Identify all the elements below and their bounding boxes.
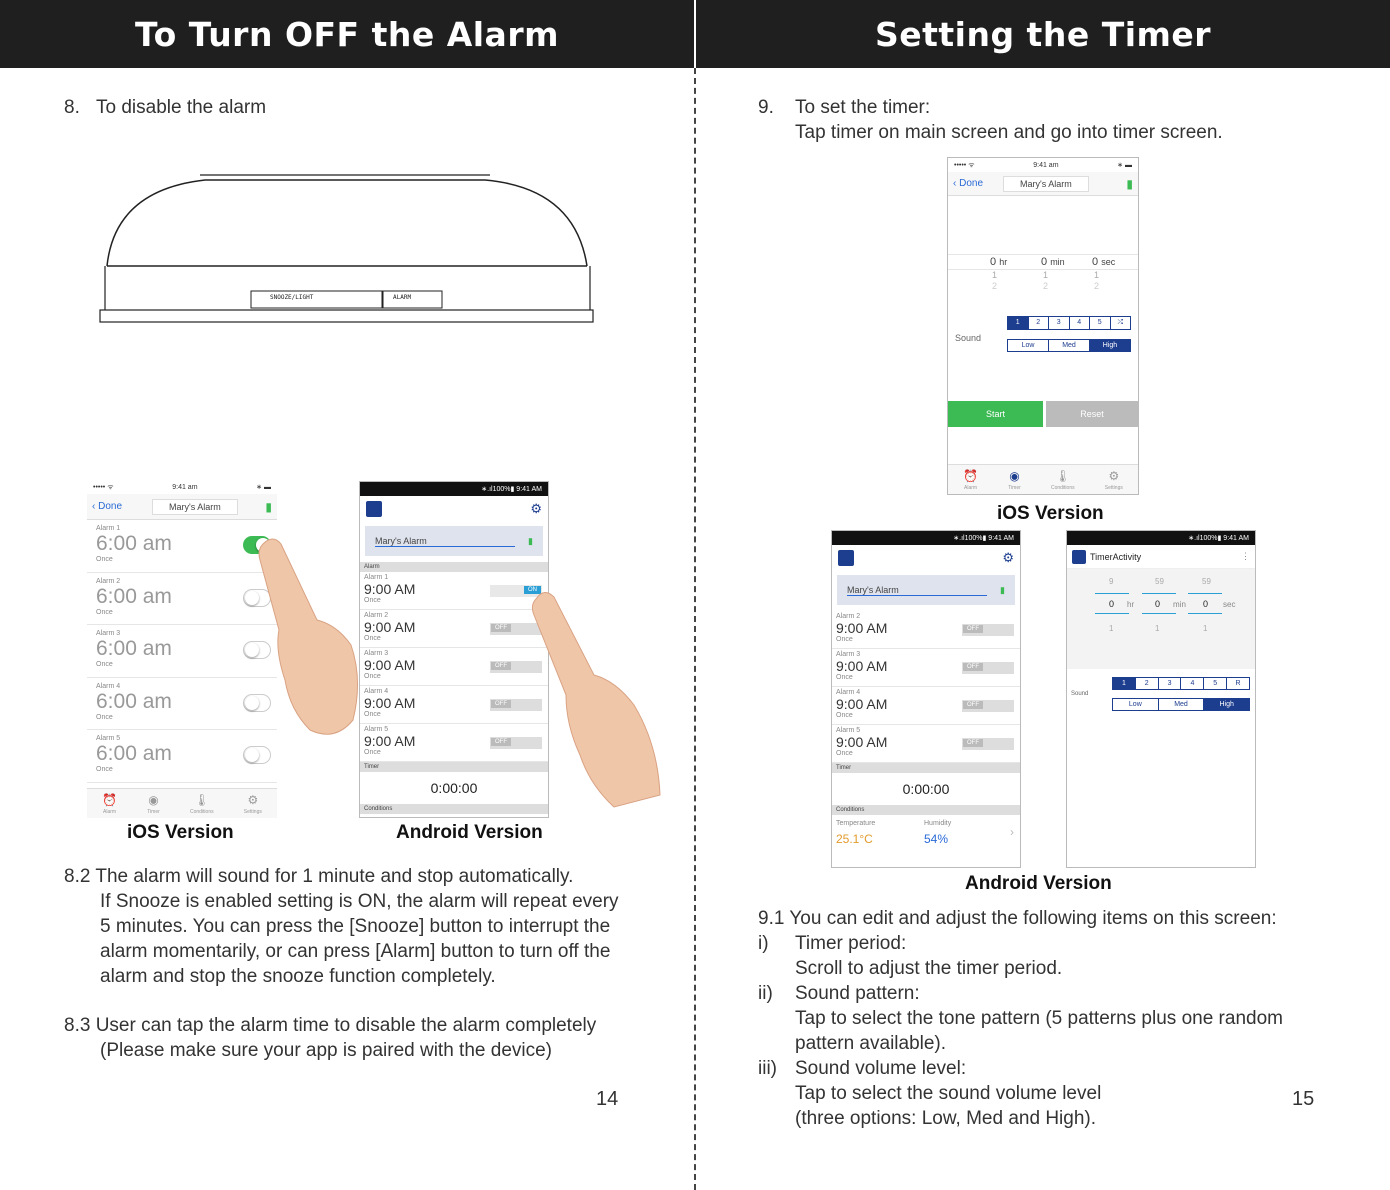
alarm-switch-state: OFF (491, 662, 511, 670)
alarm-label: Alarm 2 (836, 613, 861, 620)
device-title: Mary's Alarm (847, 585, 987, 596)
alarm-row[interactable] (360, 724, 548, 762)
segment-option[interactable]: Low (1008, 340, 1049, 351)
segment-option[interactable]: 5 (1090, 317, 1111, 329)
alarm-label: Alarm 1 (364, 574, 389, 581)
android-status-bar: ∗.ıl100%▮ 9:41 AM (360, 482, 548, 496)
paragraph-line: alarm and stop the snooze function completely. (100, 966, 496, 987)
timer-icon: ◉ (1009, 468, 1020, 483)
alarm-repeat: Once (836, 712, 853, 719)
hours-value: 0 (1109, 599, 1115, 609)
alarm-label: Alarm 2 (364, 612, 389, 619)
alarm-time[interactable]: 9:00 AM (364, 657, 416, 673)
sound-label: Sound (955, 333, 982, 343)
android-main-screenshot (831, 530, 1021, 868)
app-logo-icon (838, 550, 854, 566)
section-conditions: Conditions (360, 804, 548, 814)
item-description: Scroll to adjust the timer period. (795, 958, 1063, 979)
timer-value: 0:00:00 (430, 780, 478, 796)
alarm-switch-state: OFF (963, 701, 983, 709)
alarm-repeat: Once (364, 673, 381, 680)
item-description: pattern available). (795, 1033, 947, 1054)
alarm-label: Alarm 4 (96, 682, 121, 690)
alarm-repeat: Once (364, 597, 381, 604)
tab-timer[interactable]: ◉ Timer (1008, 468, 1021, 491)
tab-timer[interactable]: ◉ Timer (147, 792, 160, 815)
segment-option[interactable]: 1 (1008, 317, 1029, 329)
segment-option[interactable]: Med (1159, 699, 1205, 710)
segment-option[interactable]: 3 (1159, 678, 1182, 689)
alarm-switch-state: OFF (963, 739, 983, 747)
hours-value: 0 (990, 256, 997, 268)
pointing-hand-ios (255, 530, 365, 745)
alarm-row[interactable] (360, 648, 548, 686)
pointing-hand-android (530, 585, 670, 810)
settings-gear-icon[interactable]: ⚙ (1002, 550, 1014, 565)
alarm-repeat: Once (96, 766, 113, 773)
header-turn-off-alarm: To Turn OFF the Alarm (0, 0, 694, 68)
section-timer: Timer (832, 763, 1020, 773)
segment-option[interactable]: High (1204, 699, 1249, 710)
gear-icon: ⚙ (1108, 468, 1120, 483)
item-title: Sound pattern: (795, 983, 920, 1004)
page-divider (694, 68, 696, 1190)
alarm-switch[interactable] (962, 624, 1014, 636)
battery-icon: ▮ (1000, 584, 1005, 595)
status-time: 9:41 am (1033, 161, 1059, 169)
page-number-14: 14 (596, 1088, 619, 1110)
device-title: Mary's Alarm (375, 536, 515, 547)
ios-alarm-screenshot (87, 480, 277, 818)
alarm-label: Alarm 3 (364, 650, 389, 657)
ios-timer-screenshot: ••••• ᯤ 9:41 am ∗ ▬ ‹ Done Mary's Alarm ▮ 0 hr 0 min 0 sec 1 1 1 2 2 2 Sound 1 2 3 4 5 ⤮ Low Med High Start Reset ⏰ Alarm ◉ Timer 🌡 Conditions ⚙ Settings (947, 157, 1139, 495)
alarm-time[interactable]: 9:00 AM (836, 696, 888, 712)
alarm-label: Alarm 3 (836, 651, 861, 658)
alarm-repeat: Once (836, 750, 853, 757)
alarm-switch-state: OFF (491, 738, 511, 746)
alarm-row[interactable] (360, 572, 548, 610)
alarm-label: Alarm 2 (96, 577, 121, 585)
alarm-label: Alarm 5 (836, 727, 861, 734)
android-timer-screenshot (1066, 530, 1256, 868)
alarm-time[interactable]: 9:00 AM (836, 734, 888, 750)
alarm-row[interactable] (832, 725, 1020, 763)
thermometer-icon: 🌡 (1055, 468, 1071, 483)
temperature-value: 25.1°C (836, 832, 873, 846)
alarm-switch[interactable] (962, 662, 1014, 674)
snooze-light-button: SNOOZE/LIGHT (270, 294, 314, 301)
sound-label: Sound (1071, 691, 1089, 697)
android-alarm-screenshot (359, 481, 549, 818)
alarm-time[interactable]: 9:00 AM (364, 695, 416, 711)
tab-settings[interactable]: ⚙ Settings (1104, 468, 1123, 491)
android-version-caption: Android Version (396, 822, 543, 843)
item-number: i) (758, 933, 769, 954)
alarm-label: Alarm 1 (96, 525, 121, 532)
item-title: Timer period: (795, 933, 907, 954)
segment-option[interactable]: 5 (1204, 678, 1227, 689)
alarm-repeat: Once (364, 635, 381, 642)
segment-option[interactable]: Med (1049, 340, 1090, 351)
item-number: iii) (758, 1058, 777, 1079)
ios-timer-caption: iOS Version (997, 503, 1104, 524)
segment-option[interactable]: R (1235, 680, 1241, 687)
alarm-row[interactable] (87, 573, 277, 626)
alarm-switch-state: OFF (963, 663, 983, 671)
seconds-value: 0 (1203, 599, 1209, 609)
chevron-right-icon: › (1010, 825, 1014, 839)
alarm-switch-state: OFF (491, 700, 511, 708)
step-8-text: To disable the alarm (96, 97, 267, 118)
app-logo-icon (1072, 550, 1086, 564)
thermometer-icon: 🌡 (194, 792, 210, 807)
timer-picker[interactable]: 9 59 59 0 hr 0 min 0 sec 1 1 1 (1067, 569, 1255, 669)
item-number: ii) (758, 983, 773, 1004)
alarm-row[interactable] (832, 611, 1020, 649)
alarm-label: Alarm 5 (96, 735, 121, 742)
alarm-clock-icon: ⏰ (963, 468, 979, 483)
page-number-15: 15 (1292, 1088, 1315, 1110)
battery-icon: ▮ (265, 499, 272, 514)
reset-button[interactable]: Reset (1046, 401, 1138, 427)
alarm-toggle[interactable] (243, 746, 271, 764)
alarm-time[interactable]: 6:00 am (96, 532, 172, 555)
section-9-1-intro: 9.1 You can edit and adjust the following items on this screen: (758, 908, 1277, 929)
segment-option[interactable]: 4 (1070, 317, 1091, 329)
android-status-bar: ∗.ıl100%▮ 9:41 AM (1067, 531, 1255, 545)
alarm-repeat: Once (836, 674, 853, 681)
sound-pattern-selector[interactable] (1007, 316, 1131, 330)
step-9-line2: Tap timer on main screen and go into timer screen. (795, 122, 1223, 143)
humidity-value: 54% (924, 832, 949, 846)
back-button[interactable]: ‹ Done (953, 178, 984, 189)
tab-conditions[interactable]: 🌡 Conditions (189, 792, 214, 815)
alarm-label: Alarm 5 (364, 726, 389, 733)
alarm-repeat: Once (96, 608, 113, 616)
alarm-time[interactable]: 9:00 AM (836, 620, 888, 636)
alarm-button: ALARM (393, 294, 412, 301)
alarm-switch[interactable] (962, 738, 1014, 750)
section-timer: Timer (360, 762, 548, 772)
sound-volume-selector[interactable] (1007, 339, 1131, 352)
segment-option[interactable]: 3 (1049, 317, 1070, 329)
segment-option[interactable]: High (1090, 340, 1130, 351)
alarm-time[interactable]: 6:00 am (96, 637, 172, 660)
alarm-time[interactable]: 9:00 AM (836, 658, 888, 674)
section-alarm: Alarm (360, 562, 548, 572)
battery-icon: ▮ (528, 535, 533, 546)
alarm-clock-icon: ⏰ (102, 792, 118, 807)
alarm-time[interactable]: 6:00 am (96, 584, 172, 608)
paragraph-line: If Snooze is enabled setting is ON, the alarm will repeat every (100, 891, 619, 912)
alarm-repeat: Once (364, 711, 381, 718)
device-title: Mary's Alarm (152, 499, 238, 515)
android-status-bar: ∗.ıl100%▮ 9:41 AM (832, 531, 1020, 545)
segment-option[interactable]: 1 (1113, 678, 1136, 689)
alarm-time[interactable]: 9:00 AM (364, 581, 416, 597)
item-title: Sound volume level: (795, 1058, 967, 1079)
alarm-row[interactable] (832, 687, 1020, 725)
minutes-value: 0 (1155, 599, 1161, 609)
alarm-switch-state: ON (524, 586, 541, 594)
app-logo-icon (366, 501, 382, 517)
tab-conditions[interactable]: 🌡 Conditions (1050, 468, 1075, 491)
alarm-row[interactable] (87, 678, 277, 731)
alarm-label: Alarm 4 (364, 688, 389, 695)
back-button[interactable]: ‹ Done (92, 501, 123, 512)
alarm-time[interactable]: 6:00 am (96, 742, 172, 765)
paragraph-line: 5 minutes. You can press the [Snooze] button to interrupt the (100, 916, 611, 937)
segment-option[interactable]: 2 (1029, 317, 1050, 329)
alarm-time[interactable]: 6:00 am (96, 689, 172, 713)
sound-volume-selector[interactable] (1112, 698, 1250, 711)
segment-option[interactable]: ⤮ (1117, 319, 1124, 326)
item-description: Tap to select the tone pattern (5 patterns plus one random (795, 1008, 1283, 1029)
start-button[interactable]: Start (948, 401, 1043, 427)
sound-pattern-selector[interactable] (1112, 677, 1250, 690)
status-signal: ••••• ᯤ (93, 483, 114, 491)
gear-icon: ⚙ (247, 792, 259, 807)
alarm-time[interactable]: 9:00 AM (364, 619, 416, 635)
header-setting-timer: Setting the Timer (696, 0, 1390, 68)
alarm-repeat: Once (96, 661, 113, 668)
activity-title: TimerActivity (1090, 551, 1142, 562)
alarm-repeat: Once (836, 636, 853, 643)
alarm-row[interactable] (832, 649, 1020, 687)
alarm-repeat: Once (96, 556, 113, 563)
paragraph-line: alarm momentarily, or can press [Alarm] button to turn off the (100, 941, 611, 962)
alarm-row[interactable] (87, 730, 277, 783)
alarm-row[interactable] (360, 610, 548, 648)
alarm-repeat: Once (364, 749, 381, 756)
paragraph-line: 8.3 User can tap the alarm time to disable the alarm completely (64, 1015, 597, 1036)
section-conditions: Conditions (832, 805, 1020, 815)
battery-icon: ▮ (1126, 176, 1133, 191)
segment-option[interactable]: 4 (1181, 678, 1204, 689)
alarm-label: Alarm 4 (836, 689, 861, 696)
minutes-value: 0 (1041, 256, 1048, 268)
seconds-value: 0 (1092, 256, 1099, 268)
item-description: (three options: Low, Med and High). (795, 1108, 1097, 1129)
timer-icon: ◉ (148, 792, 159, 807)
tab-alarm[interactable]: ⏰ Alarm (963, 468, 979, 491)
paragraph-line: 8.2 The alarm will sound for 1 minute and stop automatically. (64, 866, 574, 887)
status-time: 9:41 am (172, 483, 198, 491)
tab-settings[interactable]: ⚙ Settings (243, 792, 262, 815)
android-timer-caption: Android Version (965, 873, 1112, 894)
tab-alarm[interactable]: ⏰ Alarm (102, 792, 118, 815)
timer-picker[interactable]: 0 hr 0 min 0 sec (948, 254, 1138, 270)
alarm-row[interactable] (87, 520, 277, 573)
overflow-menu-icon[interactable]: ⋮ (1241, 551, 1250, 561)
paragraph-line: (Please make sure your app is paired with the device) (100, 1040, 553, 1061)
ios-version-caption: iOS Version (127, 822, 234, 843)
item-description: Tap to select the sound volume level (795, 1083, 1102, 1104)
status-battery: ∗ ▬ (1117, 162, 1132, 169)
alarm-clock-device-illustration (95, 170, 600, 330)
alarm-row[interactable] (360, 686, 548, 724)
alarm-switch-state: OFF (491, 624, 511, 632)
alarm-switch[interactable] (962, 700, 1014, 712)
alarm-time[interactable]: 9:00 AM (364, 733, 416, 749)
alarm-label: Alarm 3 (96, 630, 121, 637)
alarm-repeat: Once (96, 713, 113, 721)
alarm-switch-state: OFF (963, 625, 983, 633)
conditions-row[interactable]: Temperature 25.1°C Humidity 54% › (836, 820, 1014, 846)
status-signal: ••••• ᯤ (954, 161, 975, 169)
timer-value: 0:00:00 (902, 781, 950, 797)
segment-option[interactable]: Low (1113, 699, 1159, 710)
device-title: Mary's Alarm (1003, 176, 1089, 192)
step-9-number: 9. (758, 97, 774, 118)
step-8-number: 8. (64, 97, 80, 118)
step-9-line1: To set the timer: (795, 97, 931, 118)
status-battery: ∗ ▬ (256, 484, 271, 491)
segment-option[interactable]: 2 (1136, 678, 1159, 689)
alarm-row[interactable] (87, 625, 277, 678)
settings-gear-icon[interactable]: ⚙ (530, 501, 542, 516)
